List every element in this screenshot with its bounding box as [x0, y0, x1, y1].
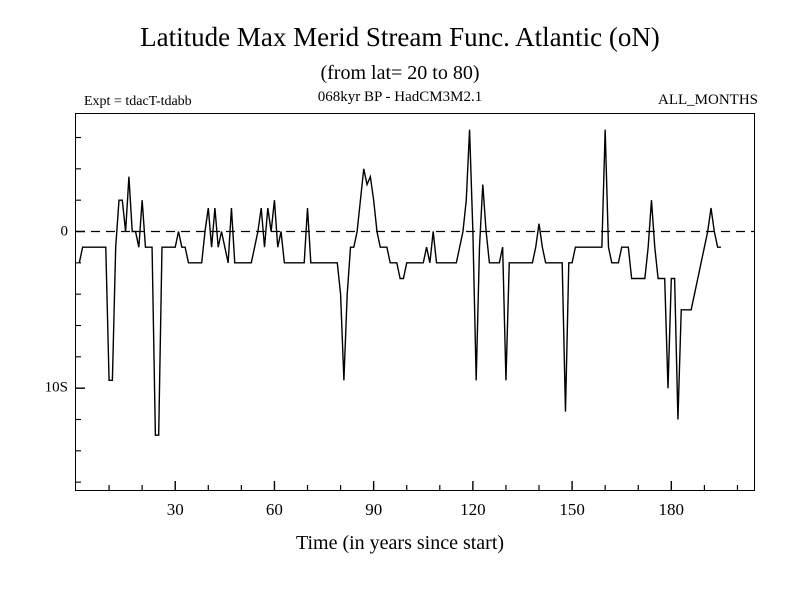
x-tick-label: 90: [365, 500, 383, 519]
months-label: ALL_MONTHS: [658, 92, 758, 108]
y-tick-label: 0: [60, 223, 68, 239]
y-tick-label: 10S: [44, 379, 68, 396]
experiment-label: Expt = tdacT-tdabb: [84, 94, 192, 109]
plot-area: [75, 113, 755, 491]
chart-title: Latitude Max Merid Stream Func. Atlantic (oN): [140, 22, 660, 52]
run-label: 068kyr BP - HadCM3M2.1: [317, 89, 483, 105]
x-tick-label: 150: [559, 500, 585, 519]
x-tick-label: 120: [460, 500, 486, 519]
x-tick-label: 60: [265, 500, 283, 519]
chart-subtitle: (from lat= 20 to 80): [320, 62, 480, 84]
x-tick-label: 30: [166, 500, 184, 519]
x-tick-label: 180: [658, 500, 685, 519]
x-axis-title: Time (in years since start): [295, 532, 505, 554]
